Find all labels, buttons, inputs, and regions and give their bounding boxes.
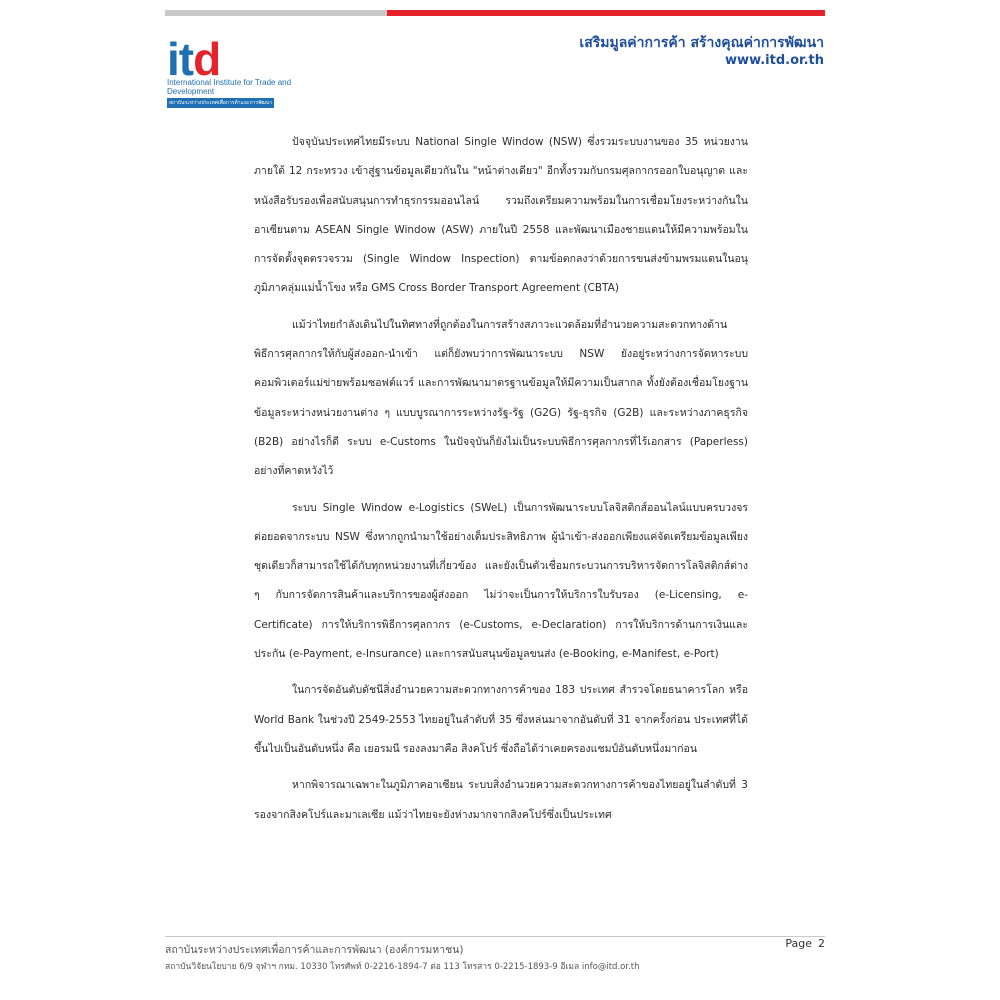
paragraph-5: หากพิจารณาเฉพาะในภูมิภาคอาเซียน ระบบสิ่งอำนวยความสะดวกทางการค้าของไทยอยู่ในลำดับที่ 3 รองจากสิงคโปร์และมาเลเซีย แม้ว่าไทยจะยังห่างมากจากสิงคโปร์ซึ่งเป็นประเทศ xyxy=(254,779,748,821)
website-url[interactable]: www.itd.or.th xyxy=(725,53,824,68)
page-value: 2 xyxy=(818,937,825,950)
page-label: Page xyxy=(785,937,812,950)
paragraph-1: ปัจจุบันประเทศไทยมีระบบ National Single Window (NSW) ซึ่งรวมระบบงานของ 35 หน่วยงาน ภายใต้ 12 กระทรวง เข้าสู่ฐานข้อมูลเดียวกันใน "หน้าต่างเดียว" อีกทั้งรวมกับกรมศุลกากรออกใบอนุญาต และหนังสือรับรองเพื่อสนับสนุนการทำธุรกรรมออนไลน์ รวมถึงเตรียมความพร้อมในการเชื่อมโยงระหว่างกันในอาเซียนตาม ASEAN Single Window (ASW) ภายในปี 2558 และพัฒนาเมืองชายแดนให้มีความพร้อมในการจัดตั้งจุดตรวจรวม (Single Window Inspection) ตามข้อตกลงว่าด้วยการขนส่งข้ามพรมแดนในอนุภูมิภาคลุ่มแม่น้ำโขง หรือ GMS Cross Border Transport Agreement (CBTA) xyxy=(254,136,748,295)
paragraph-2: แม้ว่าไทยกำลังเดินไปในทิศทางที่ถูกต้องในการสร้างสภาวะแวดล้อมที่อำนวยความสะดวกทางด้านพิธีการศุลกากรให้กับผู้ส่งออก-นำเข้า แต่ก็ยังพบว่าการพัฒนาระบบ NSW ยังอยู่ระหว่างการจัดหาระบบคอมพิวเตอร์แม่ข่ายพร้อมซอฟต์แวร์ และการพัฒนามาตรฐานข้อมูลให้มีความเป็นสากล ทั้งยังต้องเชื่อมโยงฐานข้อมูลระหว่างหน่วยงานต่าง ๆ แบบบูรณาการระหว่างรัฐ-รัฐ (G2G) รัฐ-ธุรกิจ (G2B) และระหว่างภาคธุรกิจ (B2B) อย่างไรก็ดี ระบบ e-Customs ในปัจจุบันก็ยังไม่เป็นระบบพิธีการศุลกากรที่ไร้เอกสาร (Paperless) อย่างที่คาดหวังไว้ xyxy=(254,318,748,478)
itd-logo xyxy=(167,33,297,106)
logo-subtitle: International Institute for Trade and Development xyxy=(167,78,292,96)
document-body xyxy=(254,128,748,837)
header-bar-grey xyxy=(165,10,387,16)
paragraph-3: ระบบ Single Window e-Logistics (SWeL) เป็นการพัฒนาระบบโลจิสติกส์ออนไลน์แบบครบวงจรต่อยอดจากระบบ NSW ซึ่งหากถูกนำมาใช้อย่างเต็มประสิทธิภาพ ผู้นำเข้า-ส่งออกเพียงแค่จัดเตรียมข้อมูลเพียงชุดเดียวก็สามารถใช้ได้กับทุกหน่วยงานที่เกี่ยวข้อง และยังเป็นตัวเชื่อมกระบวนการบริหารจัดการโลจิสติกส์ต่าง ๆ กับการจัดการสินค้าและบริการของผู้ส่งออก ไม่ว่าจะเป็นการให้บริการใบรับรอง (e-Licensing, e-Certificate) การให้บริการพิธีการศุลกากร (e-Customs, e-Declaration) การให้บริการด้านการเงินและประกัน (e-Payment, e-Insurance) และการสนับสนุนข้อมูลขนส่ง (e-Booking, e-Manifest, e-Port) xyxy=(254,501,748,661)
page-footer xyxy=(165,936,825,972)
header-bar-red xyxy=(387,10,825,16)
tagline: เสริมมูลค่าการค้า สร้างคุณค่าการพัฒนา xyxy=(579,35,824,51)
header-tagline-block xyxy=(579,34,824,70)
logo-strip: สถาบันระหว่างประเทศเพื่อการค้าและการพัฒนา xyxy=(169,100,273,106)
footer-contact: สถาบันวิจัยนโยบาย 6/9 จุฬาฯ กทม. 10330 โทรศัพท์ 0-2216-1894-7 ต่อ 113 โทรสาร 0-2215-1893-9 อีเมล info@itd.or.th xyxy=(165,962,640,972)
page-number xyxy=(779,937,825,950)
footer-organization: สถาบันระหว่างประเทศเพื่อการค้าและการพัฒนา (องค์การมหาชน) xyxy=(165,944,464,956)
paragraph-4: ในการจัดอันดับดัชนีสิ่งอำนวยความสะดวกทางการค้าของ 183 ประเทศ สำรวจโดยธนาคารโลก หรือ World Bank ในช่วงปี 2549-2553 ไทยอยู่ในลำดับที่ 35 ซึ่งหล่นมาจากอันดับที่ 31 จากครั้งก่อน ประเทศที่ได้ขึ้นไปเป็นอันดับหนึ่ง คือ เยอรมนี รองลงมาคือ สิงคโปร์ ซึ่งถือได้ว่าเคยครองแชมป์อันดับหนึ่งมาก่อน xyxy=(254,684,748,755)
logo-wordmark: itd xyxy=(167,33,221,85)
